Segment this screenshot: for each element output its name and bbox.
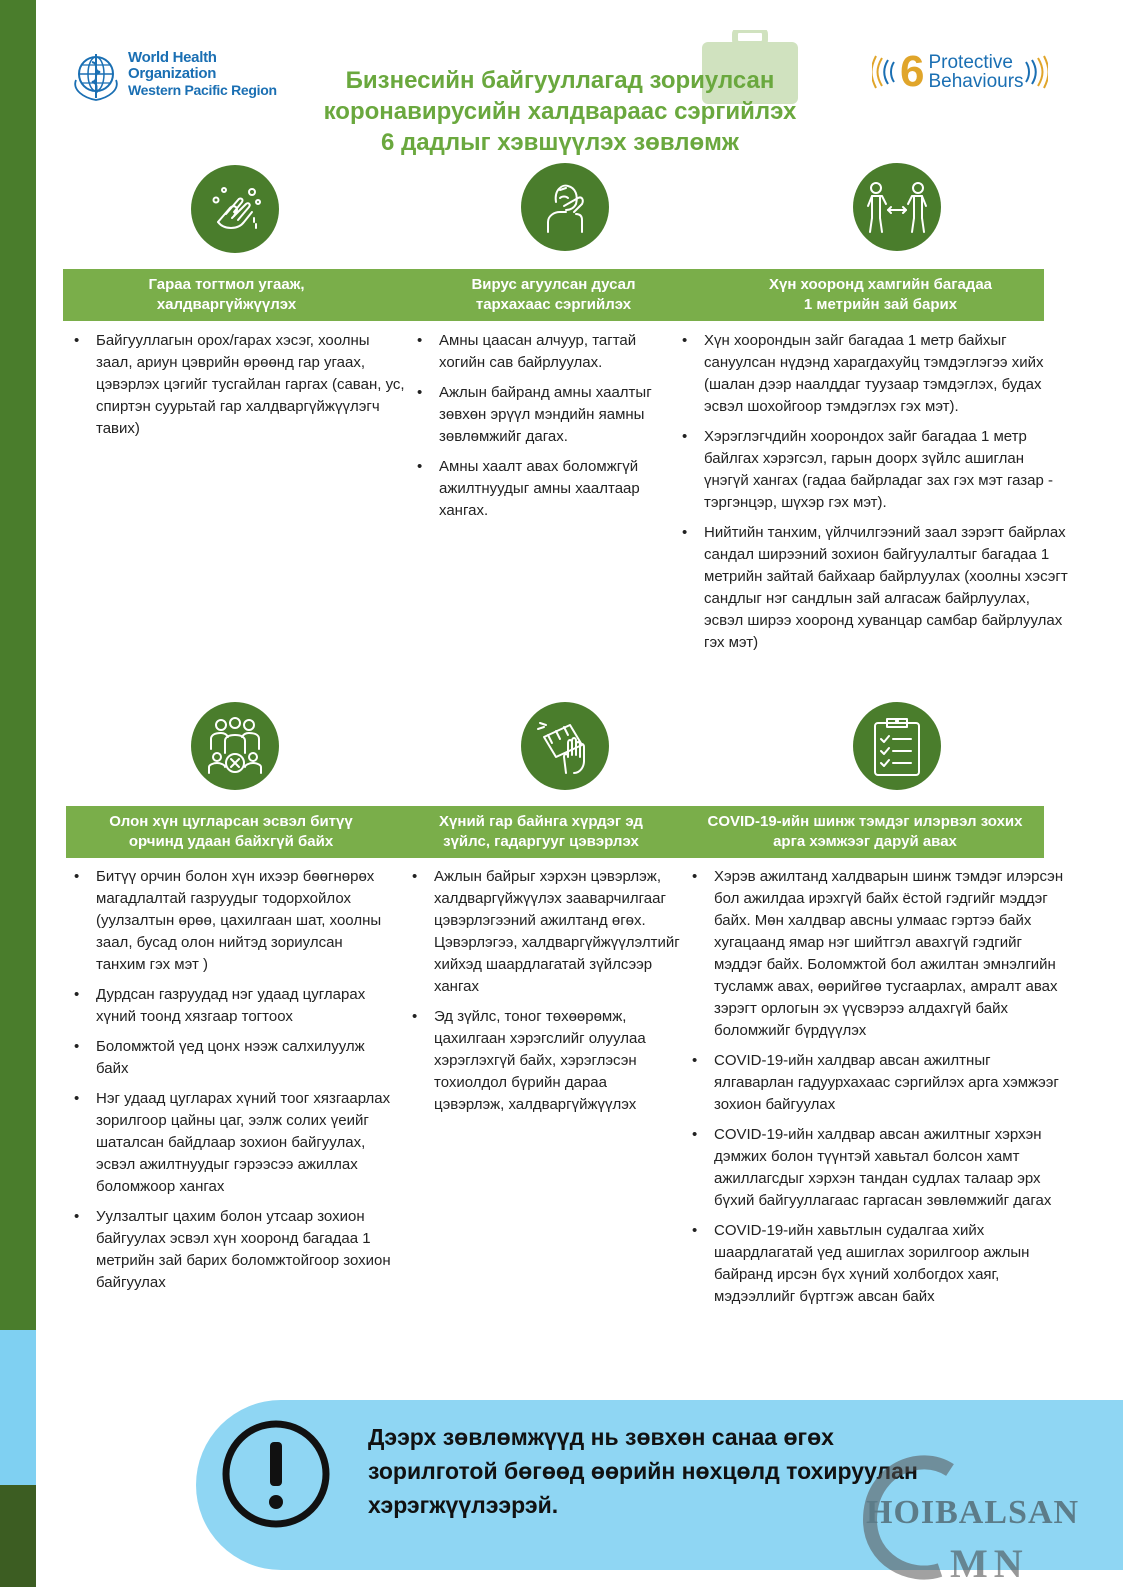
section-4-heading-line-2: орчинд удаан байхгүй байх — [128, 833, 334, 850]
physical-distance-icon — [864, 176, 930, 238]
section-2-heading — [390, 275, 717, 315]
list-item: • Ажлын байрыг хэрхэн цэвэрлэж, халдваргүйжүүлэх зааварчилгааг цэвэрлэгээний ажилтанд өгөх. Цэвэрлэгээ, халдваргүйжүүлэлтийг хийхэд шаардлагатай зүйлсээр хангах — [404, 866, 680, 998]
list-item: • Боломжтой үед цонх нээж салхилуулж байх — [66, 1036, 396, 1080]
list-item: • Амны хаалт авах боломжгүй ажилтнуудыг амны хаалтаар хангах. — [409, 456, 669, 522]
list-item: • Хүн хоорондын зайг багадаа 1 метр байхыг сануулсан нүдэнд харагдахуйц тэмдэглэгээ хийх (шалан дээр наалддаг туузаар тэмдэглэх, будах эсвэл шохойгоор тэмдэглэх гэх мэт). — [674, 330, 1069, 418]
section-5-icon-circle — [521, 702, 609, 790]
section-4-list — [66, 866, 396, 1302]
list-item: • Хэрэглэгчдийн хоорондох зайг багадаа 1 метр байлгах хэрэгсэл, гарын доорх зүйлс ашиглан үнэгүй хангах (гадаа байрладаг зах гэх мэт газар - тэргэнцэр, шүхэр гэх мэт). — [674, 426, 1069, 514]
list-item: • Нийтийн танхим, үйлчилгээний заал зэрэгт байрлах сандал ширээний зохион байгуулалтыг багадаа 1 метрийн зайтай байхаар байрлуулах (хоолны хэсэгт сандлыг нэг сандлын зай алгасаж байрлуулах, эсвэл ширээ хооронд хуванцар самбар байрлуулах гэх мэт) — [674, 522, 1069, 654]
sound-wave-right-icon — [1024, 50, 1048, 94]
pb-number: 6 — [900, 47, 925, 96]
disclaimer-line-1: Дээрх зөвлөмжүүд нь зөвхөн санаа өгөх — [368, 1424, 834, 1450]
section-3-list — [674, 330, 1069, 662]
section-5-heading-line-1: Хүний гар байнга хүрдэг эд — [439, 813, 643, 830]
section-row-1-banner — [63, 269, 1044, 321]
list-item: • Ажлын байранд амны хаалтыг зөвхөн эрүүл мэндийн яамны зөвлөмжийг дагах. — [409, 382, 669, 448]
list-item: • COVID-19-ийн халдвар авсан ажилтныг ялгаварлан гадуурхахаас сэргийлэх арга хэмжээг зохион байгуулах — [684, 1050, 1074, 1116]
watermark-suffix: MN — [950, 1541, 1029, 1586]
list-item: • Битүү орчин болон хүн ихээр бөөгнөрөх магадлалтай газруудыг тодорхойлох (уулзалтын өрөө, цахилгаан шат, хоолны заал, бусад олон нийтэд зориулсан танхим гэх мэт ) — [66, 866, 396, 976]
section-4-heading-line-1: Олон хүн цугларсан эсвэл битүү — [109, 813, 353, 830]
hand-washing-icon — [204, 178, 266, 240]
section-3-icon-circle — [853, 163, 941, 251]
section-2-list — [409, 330, 669, 530]
watermark-logo — [860, 1440, 1110, 1585]
disclaimer-line-2: зорилготой бөгөөд өөрийн нөхцөлд тохируулан — [368, 1458, 918, 1484]
section-2-icon-circle — [521, 163, 609, 251]
checklist-icon — [869, 715, 925, 777]
section-3-heading — [717, 275, 1044, 315]
list-item: • Дурдсан газруудад нэг удаад цугларах хүний тоонд хязгаар тогтоох — [66, 984, 396, 1028]
section-1-list — [66, 330, 406, 448]
list-item: • Амны цаасан алчуур, тагтай хогийн сав байрлуулах. — [409, 330, 669, 374]
cleaning-surface-icon — [534, 715, 596, 777]
sneeze-into-elbow-icon — [534, 176, 596, 238]
protective-behaviours-logo — [872, 47, 1048, 96]
section-row-2-banner — [66, 806, 1044, 858]
section-5-heading — [396, 812, 686, 852]
section-6-icon-circle — [853, 702, 941, 790]
section-2-heading-line-1: Вирус агуулсан дусал — [471, 276, 636, 293]
title-line-3: 6 дадлыг хэвшүүлэх зөвлөмж — [381, 129, 739, 156]
section-6-heading — [686, 812, 1044, 852]
section-5-heading-line-2: зүйлс, гадаргууг цэвэрлэх — [443, 833, 639, 850]
exclamation-icon — [220, 1418, 332, 1530]
section-6-heading-line-2: арга хэмжээг даруй авах — [773, 833, 957, 850]
crowd-avoid-icon — [203, 715, 267, 777]
section-4-heading — [66, 812, 396, 852]
watermark-word: HOIBALSAN — [866, 1494, 1080, 1531]
who-line-3: Western Pacific Region — [128, 82, 277, 98]
left-edge-dark-bar — [0, 1485, 36, 1587]
list-item: • Уулзалтыг цахим болон утсаар зохион байгуулах эсвэл хүн хооронд багадаа 1 метрийн зай барих боломжтойгоор зохион байгуулах — [66, 1206, 396, 1294]
pb-line-1: Protective — [928, 52, 1013, 73]
section-1-heading-line-2: халдваргүйжүүлэх — [156, 296, 297, 313]
section-6-list — [684, 866, 1074, 1316]
section-1-icon-circle — [191, 165, 279, 253]
page-title — [230, 65, 890, 158]
section-6-heading-line-1: COVID-19-ийн шинж тэмдэг илэрвэл зохих — [707, 813, 1023, 830]
title-line-1: Бизнесийн байгууллагад зориулсан — [345, 67, 775, 94]
section-2-heading-line-2: тархахаас сэргийлэх — [475, 296, 632, 313]
list-item: • Байгууллагын орох/гарах хэсэг, хоолны заал, ариун цэврийн өрөөнд гар угаах, цэвэрлэх цэгийг тусгайлан гаргах (саван, ус, спиртэн суурьтай гар халдваргүйжүүлэгч тавих) — [66, 330, 406, 440]
list-item: • Нэг удаад цугларах хүний тоог хязгаарлах зорилгоор цайны цаг, ээлж солих үеийг шаталсан байдлаар зохион байгуулах, эсвэл ажилтнуудыг гэрээсээ ажиллах боломжоор хангах — [66, 1088, 396, 1198]
left-edge-green-bar — [0, 0, 36, 1330]
left-edge-blue-bar — [0, 1330, 36, 1485]
disclaimer-line-3: хэрэгжүүлээрэй. — [368, 1492, 559, 1518]
list-item: • COVID-19-ийн хавьтлын судалгаа хийх шаардлагатай үед ашиглах зорилгоор ажлын байранд ирсэн бүх хүний холбогдох хаяг, мэдээллийг бүртгэж авсан байх — [684, 1220, 1074, 1308]
list-item: • Эд зүйлс, тоног төхөөрөмж, цахилгаан хэрэгслийг олуулаа хэрэглэхгүй байх, хэрэглэсэн тохиолдол бүрийн дараа цэвэрлэж, халдваргүйжүүлэх — [404, 1006, 680, 1116]
who-line-2: Organization — [128, 65, 217, 82]
who-line-1: World Health — [128, 49, 217, 66]
section-1-heading — [63, 275, 390, 315]
title-line-2: коронавирусийн халдвараас сэргийлэх — [323, 98, 797, 125]
section-3-heading-line-2: 1 метрийн зай барих — [803, 296, 958, 313]
list-item: • COVID-19-ийн халдвар авсан ажилтныг хэрхэн дэмжих болон түүнтэй хавьтал болсон хамт ажиллагсдыг хэрхэн тандан судлах талаар эрх бүхий байгууллагаас гаргасан зөвлөмжийг дагах — [684, 1124, 1074, 1212]
list-item: • Хэрэв ажилтанд халдварын шинж тэмдэг илэрсэн бол ажилдаа ирэхгүй байх ёстой гэдгийг мэддэг байх. Мөн халдвар авсны улмаас гэртээ байх хугацаанд ямар нэг шийтгэл авахгүй гэдгийг мэддэг байх. Боломжтой бол ажилтан эмнэлгийн тусламж авах, өөрийгөө тусгаарлах, амралт авах зэрэгт орлогын эх үүсвэрээ алдахгүй байх боломжийг бүрдүүлэх — [684, 866, 1074, 1042]
section-3-heading-line-1: Хүн хооронд хамгийн багадаа — [768, 276, 993, 293]
section-5-list — [404, 866, 680, 1124]
section-4-icon-circle — [191, 702, 279, 790]
who-emblem-icon — [70, 50, 122, 102]
pb-line-2: Behaviours — [928, 71, 1024, 92]
section-1-heading-line-1: Гараа тогтмол угааж, — [148, 276, 305, 293]
